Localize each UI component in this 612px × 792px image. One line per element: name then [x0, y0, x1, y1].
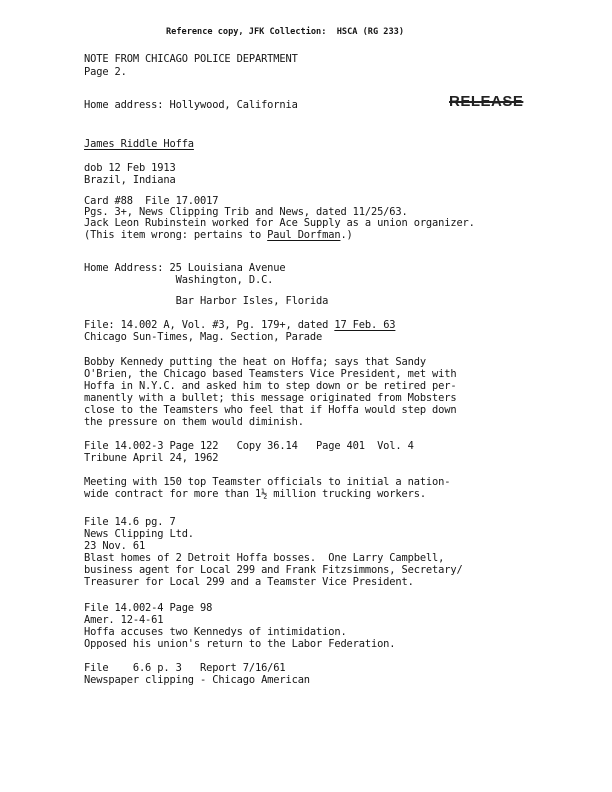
- file-a-para-line: the pressure on them would diminish.: [84, 416, 304, 428]
- wrong-prefix: (This item wrong: pertains to: [84, 229, 268, 241]
- card-file-line: Card #88 File 17.0017: [84, 195, 219, 207]
- file-d-line: Hoffa accuses two Kennedys of intimidation.: [84, 626, 347, 638]
- file-b-para-line: wide contract for more than 1½ million trucking workers.: [84, 488, 426, 500]
- file-b-para-line: Meeting with 150 top Teamster officials to initial a nation-: [84, 476, 451, 488]
- file-a-prefix: File: 14.002 A, Vol. #3, Pg. 179+, dated: [84, 319, 335, 331]
- file-b-source: Tribune April 24, 1962: [84, 452, 219, 464]
- file-a-para-line: Hoffa in N.Y.C. and asked him to step down or be retired per-: [84, 380, 457, 392]
- reference-header: Reference copy, JFK Collection: HSCA (RG 233): [166, 27, 404, 37]
- note-title: NOTE FROM CHICAGO POLICE DEPARTMENT: [84, 53, 298, 65]
- file-d-source: Amer. 12-4-61: [84, 614, 164, 626]
- subject-name: James Riddle Hoffa: [84, 138, 194, 150]
- file-a-para-line: manently with a bullet; this message originated from Mobsters: [84, 392, 457, 404]
- file-c-para-line: Treasurer for Local 299 and a Teamster Vice President.: [84, 576, 414, 588]
- file-c-date: 23 Nov. 61: [84, 540, 146, 552]
- card-rubinstein-line: Jack Leon Rubinstein worked for Ace Supply as a union organizer.: [84, 217, 475, 229]
- dob-line: dob 12 Feb 1913: [84, 162, 176, 174]
- file-d-line: Opposed his union's return to the Labor Federation.: [84, 638, 396, 650]
- wrong-suffix: .): [340, 229, 353, 241]
- file-a-para-line: close to the Teamsters who feel that if Hoffa would step down: [84, 404, 457, 416]
- dorfman-name: Paul Dorfman: [267, 229, 341, 241]
- file-c-para-line: business agent for Local 299 and Frank Fitzsimmons, Secretary/: [84, 564, 463, 576]
- file-c-header: File 14.6 pg. 7: [84, 516, 176, 528]
- file-e-header: File 6.6 p. 3 Report 7/16/61: [84, 662, 286, 674]
- home-address-florida: Bar Harbor Isles, Florida: [84, 295, 329, 307]
- card-wrong-line: [84, 229, 353, 241]
- birthplace-line: Brazil, Indiana: [84, 174, 176, 186]
- file-a-para-line: O'Brien, the Chicago based Teamsters Vice President, met with: [84, 368, 457, 380]
- file-e-line: Newspaper clipping - Chicago American: [84, 674, 310, 686]
- home-address-hollywood: Home address: Hollywood, California: [84, 99, 298, 111]
- file-c-source: News Clipping Ltd.: [84, 528, 194, 540]
- file-a-header: [84, 319, 395, 331]
- file-c-para-line: Blast homes of 2 Detroit Hoffa bosses. One Larry Campbell,: [84, 552, 445, 564]
- file-a-source: Chicago Sun-Times, Mag. Section, Parade: [84, 331, 323, 343]
- file-b-header: File 14.002-3 Page 122 Copy 36.14 Page 401 Vol. 4: [84, 440, 414, 452]
- card-clipping-line: Pgs. 3+, News Clipping Trib and News, dated 11/25/63.: [84, 206, 408, 218]
- home-address-line-2: Washington, D.C.: [84, 274, 274, 286]
- release-stamp: RELEASE: [449, 93, 524, 110]
- page-number: Page 2.: [84, 66, 127, 78]
- file-a-date: 17 Feb. 63: [334, 319, 396, 331]
- file-d-header: File 14.002-4 Page 98: [84, 602, 213, 614]
- home-address-line-1: Home Address: 25 Louisiana Avenue: [84, 262, 286, 274]
- file-a-para-line: Bobby Kennedy putting the heat on Hoffa; says that Sandy: [84, 356, 426, 368]
